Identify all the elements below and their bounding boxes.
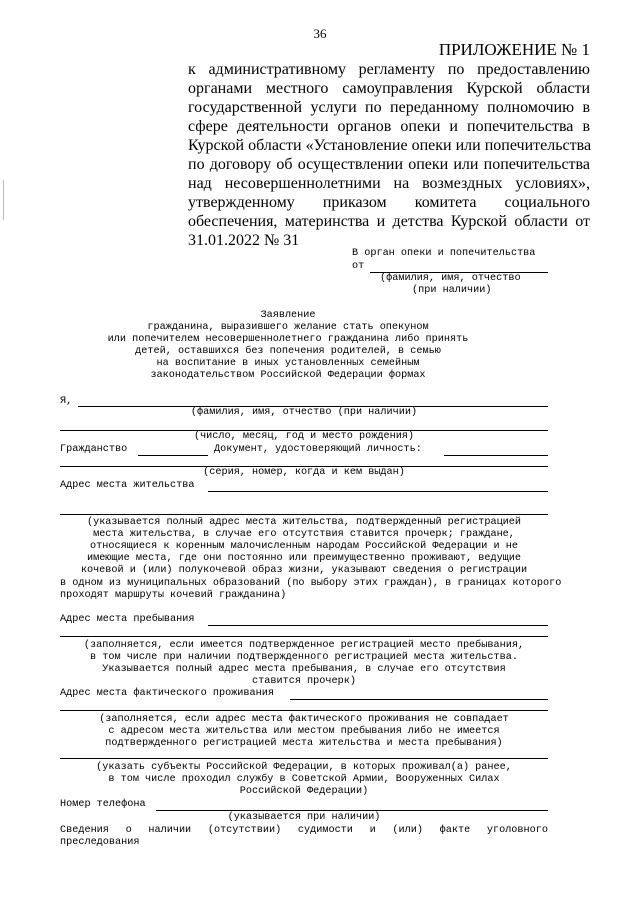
- residence-field-2[interactable]: [60, 514, 548, 515]
- actual-address-field-2[interactable]: [60, 710, 548, 711]
- citizenship-field[interactable]: [138, 455, 208, 456]
- addressee-fio-hint-2: (при наличии): [412, 285, 492, 296]
- applicant-fio-hint: (фамилия, имя, отчество (при наличии): [190, 407, 418, 418]
- residence-hint-line: имеющие места, где они постоянно или преимущественно проживают, ведущие: [86, 553, 522, 564]
- subjects-hint-line: (указать субъекты Российской Федерации, в которых проживал(а) ранее,: [96, 762, 512, 773]
- addressee-fio-hint: (фамилия, имя, отчество: [380, 273, 521, 284]
- stay-hint-line: Указывается полный адрес места пребывания, в случае его отсутствия: [102, 664, 506, 675]
- addressee-organ: В орган опеки и попечительства: [352, 248, 536, 259]
- phone-field[interactable]: [156, 810, 548, 811]
- stay-field[interactable]: [208, 625, 548, 626]
- criminal-record-line: Сведения о наличии (отсутствии) судимости и (или) факте уголовного: [60, 825, 548, 836]
- appendix-title: ПРИЛОЖЕНИЕ № 1: [438, 40, 590, 59]
- appendix-line: к административному регламенту по предоставлению: [188, 61, 590, 78]
- residence-hint-line: кочевой и (или) полукочевой образ жизни, указывают сведения о регистрации: [80, 565, 528, 576]
- actual-address-hint-line: с адресом места жительства или местом пребывания либо не имеется: [108, 726, 500, 737]
- appendix-line: над несовершеннолетними на возмездных условиях»,: [188, 175, 590, 192]
- residence-hint-line: (указывается полный адрес места жительства, подтвержденный регистрацией: [86, 517, 522, 528]
- appendix-line: 31.01.2022 № 31: [188, 232, 300, 249]
- stay-hint-line: ставится прочерк): [252, 676, 356, 687]
- statement-subtitle-line: законодательством Российской Федерации формах: [150, 370, 426, 381]
- appendix-line: по договору об осуществлении опеки или попечительства: [188, 156, 590, 173]
- appendix-line: государственной услуги по переданному полномочию в: [188, 99, 590, 116]
- statement-subtitle-line: гражданина, выразившего желание стать опекуном: [147, 322, 429, 333]
- appendix-line: органами местного самоуправления Курской области: [188, 80, 590, 97]
- subjects-hint-line: в том числе проходил службу в Советской Армии, Вооруженных Силах: [108, 774, 500, 785]
- residence-hint-line: места жительства, в случае его отсутствия ставится прочерк; граждане,: [93, 529, 515, 540]
- statement-subtitle-line: детей, оставшихся без попечения родителей, в семью: [135, 346, 441, 357]
- phone-label: Номер телефона: [60, 799, 146, 810]
- stay-field-2[interactable]: [60, 636, 548, 637]
- criminal-record-line: преследования: [60, 837, 140, 848]
- residence-hint-line: в одном из муниципальных образований (по выбору этих граждан), в границах которого: [60, 578, 562, 589]
- stay-hint-line: (заполняется, если имеется подтвержденное регистрацией место пребывания,: [83, 640, 525, 651]
- statement-title: Заявление: [260, 310, 316, 321]
- statement-subtitle-line: или попечителем несовершеннолетнего гражданина либо принять: [107, 334, 469, 345]
- actual-address-field[interactable]: [290, 699, 548, 700]
- appendix-line: Курской области «Установление опеки или попечительства: [188, 137, 592, 154]
- appendix-text: [188, 60, 590, 250]
- document-field[interactable]: [444, 455, 548, 456]
- phone-hint: (указывается при наличии): [227, 812, 381, 823]
- birth-hint: (число, месяц, год и место рождения): [193, 431, 415, 442]
- appendix-line: обеспечения, материнства и детства Курской области от: [188, 213, 590, 230]
- residence-hint-line: проходят маршруты кочевий гражданина): [60, 590, 287, 601]
- subjects-field[interactable]: [60, 758, 548, 759]
- residence-label: Адрес места жительства: [60, 480, 195, 491]
- stay-label: Адрес места пребывания: [60, 614, 195, 625]
- subjects-hint-line: Российской Федерации): [239, 786, 369, 797]
- scan-edge-mark: [3, 180, 4, 220]
- citizenship-label: Гражданство: [60, 444, 128, 455]
- appendix-line: сфере деятельности органов опеки и попечительства в: [188, 118, 590, 135]
- actual-address-label: Адрес места фактического проживания: [60, 688, 274, 699]
- document-label: Документ, удостоверяющий личность:: [214, 444, 422, 455]
- stay-hint-line: в том числе при наличии подтвержденного регистрацией места жительства.: [90, 652, 518, 663]
- actual-address-hint-line: (заполняется, если адрес места фактического проживания не совпадает: [99, 714, 509, 725]
- applicant-label: Я,: [60, 396, 73, 407]
- document-hint: (серия, номер, когда и кем выдан): [203, 467, 405, 478]
- page-number: 36: [313, 26, 327, 41]
- statement-subtitle-line: на воспитание в иных установленных семейным: [156, 358, 420, 369]
- residence-field[interactable]: [208, 491, 548, 492]
- actual-address-hint-line: подтвержденного регистрацией места жительства и места пребывания): [105, 738, 503, 749]
- appendix-line: утвержденному приказом комитета социального: [188, 194, 590, 211]
- residence-hint-line: относящиеся к коренным малочисленным народам Российской Федерации и не: [90, 541, 518, 552]
- addressee-from-label: от: [352, 261, 365, 272]
